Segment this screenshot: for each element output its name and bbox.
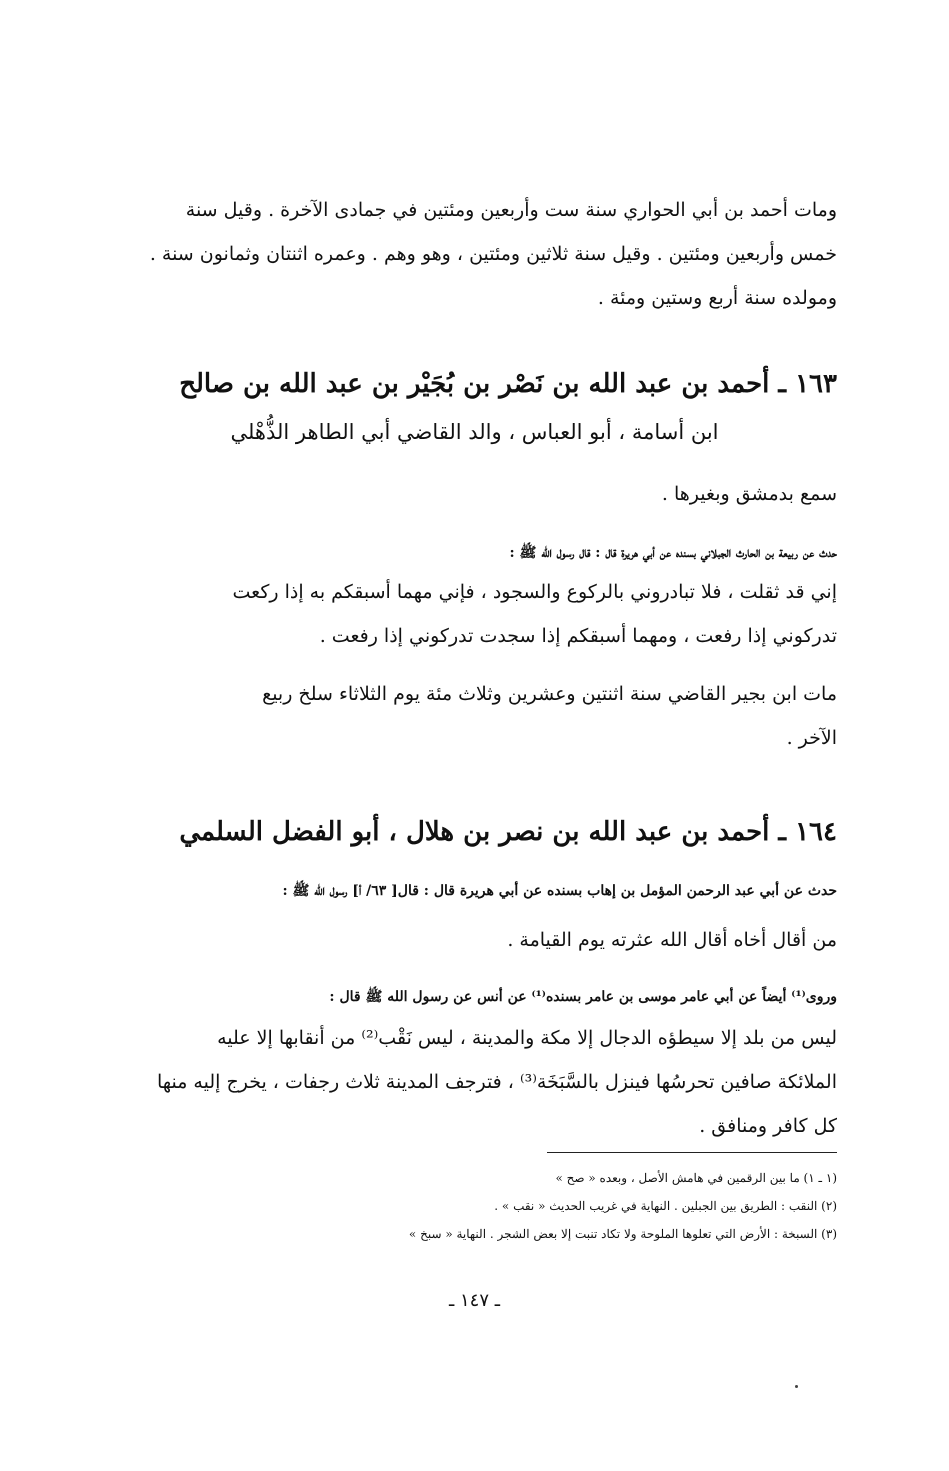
- entry-163-hadith: [112, 570, 837, 658]
- footnotes: [112, 1164, 837, 1248]
- entry-163-heading: [112, 362, 837, 406]
- footnote-1: (١ ـ ١) ما بين الرقمين في هامش الأصل ، وبعده « صح »: [555, 1171, 837, 1185]
- entry-163-sam-line: سمع بدمشق وبغيرها .: [661, 483, 837, 505]
- hadith-line: ليس من بلد إلا سيطؤه الدجال إلا مكة والمدينة ، ليس نَقْب⁽²⁾ من أنقابها إلا عليه: [217, 1027, 837, 1049]
- entry-164-heading: [112, 810, 837, 854]
- footnote-3: (٣) السبخة : الأرض التي تعلوها الملوحة ولا تكاد تنبت إلا بعض الشجر . النهاية « سبخ »: [408, 1227, 837, 1241]
- entry-163-isnad-line: حدث عن ربيعة بن الحارث الجبلاني بسنده عن أبي هريرة قال : قال رسول الله ﷺ :: [509, 545, 837, 561]
- entry-163-isnad: [112, 538, 837, 568]
- entry-164-isnad-line: حدث عن أبي عبد الرحمن المؤمل بن إهاب بسنده عن أبي هريرة قال : قال[ ٦٣/ أ] رسول الله ﷺ :: [282, 883, 837, 899]
- entry-164-hadith: [112, 918, 837, 962]
- intro-line: خمس وأربعين ومئتين . وقيل سنة ثلاثين ومئتين ، وهو وهم . وعمره اثنتان وثمانون سنة .: [149, 243, 837, 265]
- hadith-line: من أقال أخاه أقال الله عثرته يوم القيامة .: [507, 929, 837, 951]
- hadith-line: الملائكة صافين تحرسُها فينزل بالسَّبَخَة⁽³⁾ ، فترجف المدينة ثلاث رجفات ، يخرج إليه منها: [156, 1071, 837, 1093]
- hadith-line: كل كافر ومنافق .: [699, 1115, 837, 1137]
- entry-163-subheading: [112, 412, 837, 452]
- death-line: مات ابن بجير القاضي سنة اثنتين وعشرين وثلاث مئة يوم الثلاثاء سلخ ربيع: [262, 683, 837, 705]
- entry-164-hadith2: [112, 1016, 837, 1148]
- hadith-line: إني قد ثقلت ، فلا تبادروني بالركوع والسجود ، فإني مهما أسبقكم به إذا ركعت: [232, 581, 837, 603]
- footnote-divider: [547, 1152, 837, 1153]
- entry-163-lineage: ابن أسامة ، أبو العباس ، والد القاضي أبي الطاهر الذُّهْلي: [230, 420, 719, 444]
- rawa-line: وروى⁽¹⁾ أيضاً عن أبي عامر موسى بن عامر بسنده⁽¹⁾ عن أنس عن رسول الله ﷺ قال :: [329, 989, 837, 1005]
- entry-164-title: ١٦٤ ـ أحمد بن عبد الله بن نصر بن هلال ، أبو الفضل السلمي: [179, 817, 837, 847]
- intro-line: ومات أحمد بن أبي الحواري سنة ست وأربعين ومئتين في جمادى الآخرة . وقيل سنة: [185, 199, 837, 221]
- entry-163-title: ١٦٣ ـ أحمد بن عبد الله بن نَصْر بن بُجَيْر بن عبد الله بن صالح: [179, 369, 837, 399]
- scan-speck: [795, 1385, 798, 1388]
- entry-164-rawa: [112, 982, 837, 1012]
- entry-163-death: [112, 672, 837, 760]
- entry-164-isnad: [112, 876, 837, 906]
- entry-163-sam: [112, 472, 837, 516]
- page-number: ـ ١٤٧ ـ: [448, 1290, 500, 1311]
- footnote-2: (٢) النقب : الطريق بين الجبلين . النهاية في غريب الحديث « نقب » .: [494, 1199, 837, 1213]
- hadith-line: تدركوني إذا رفعت ، ومهما أسبقكم إذا سجدت تدركوني إذا رفعت .: [319, 625, 837, 647]
- intro-line: ومولده سنة أربع وستين ومئة .: [597, 287, 837, 309]
- death-line: الآخر .: [786, 727, 837, 749]
- intro-paragraph: [112, 188, 837, 320]
